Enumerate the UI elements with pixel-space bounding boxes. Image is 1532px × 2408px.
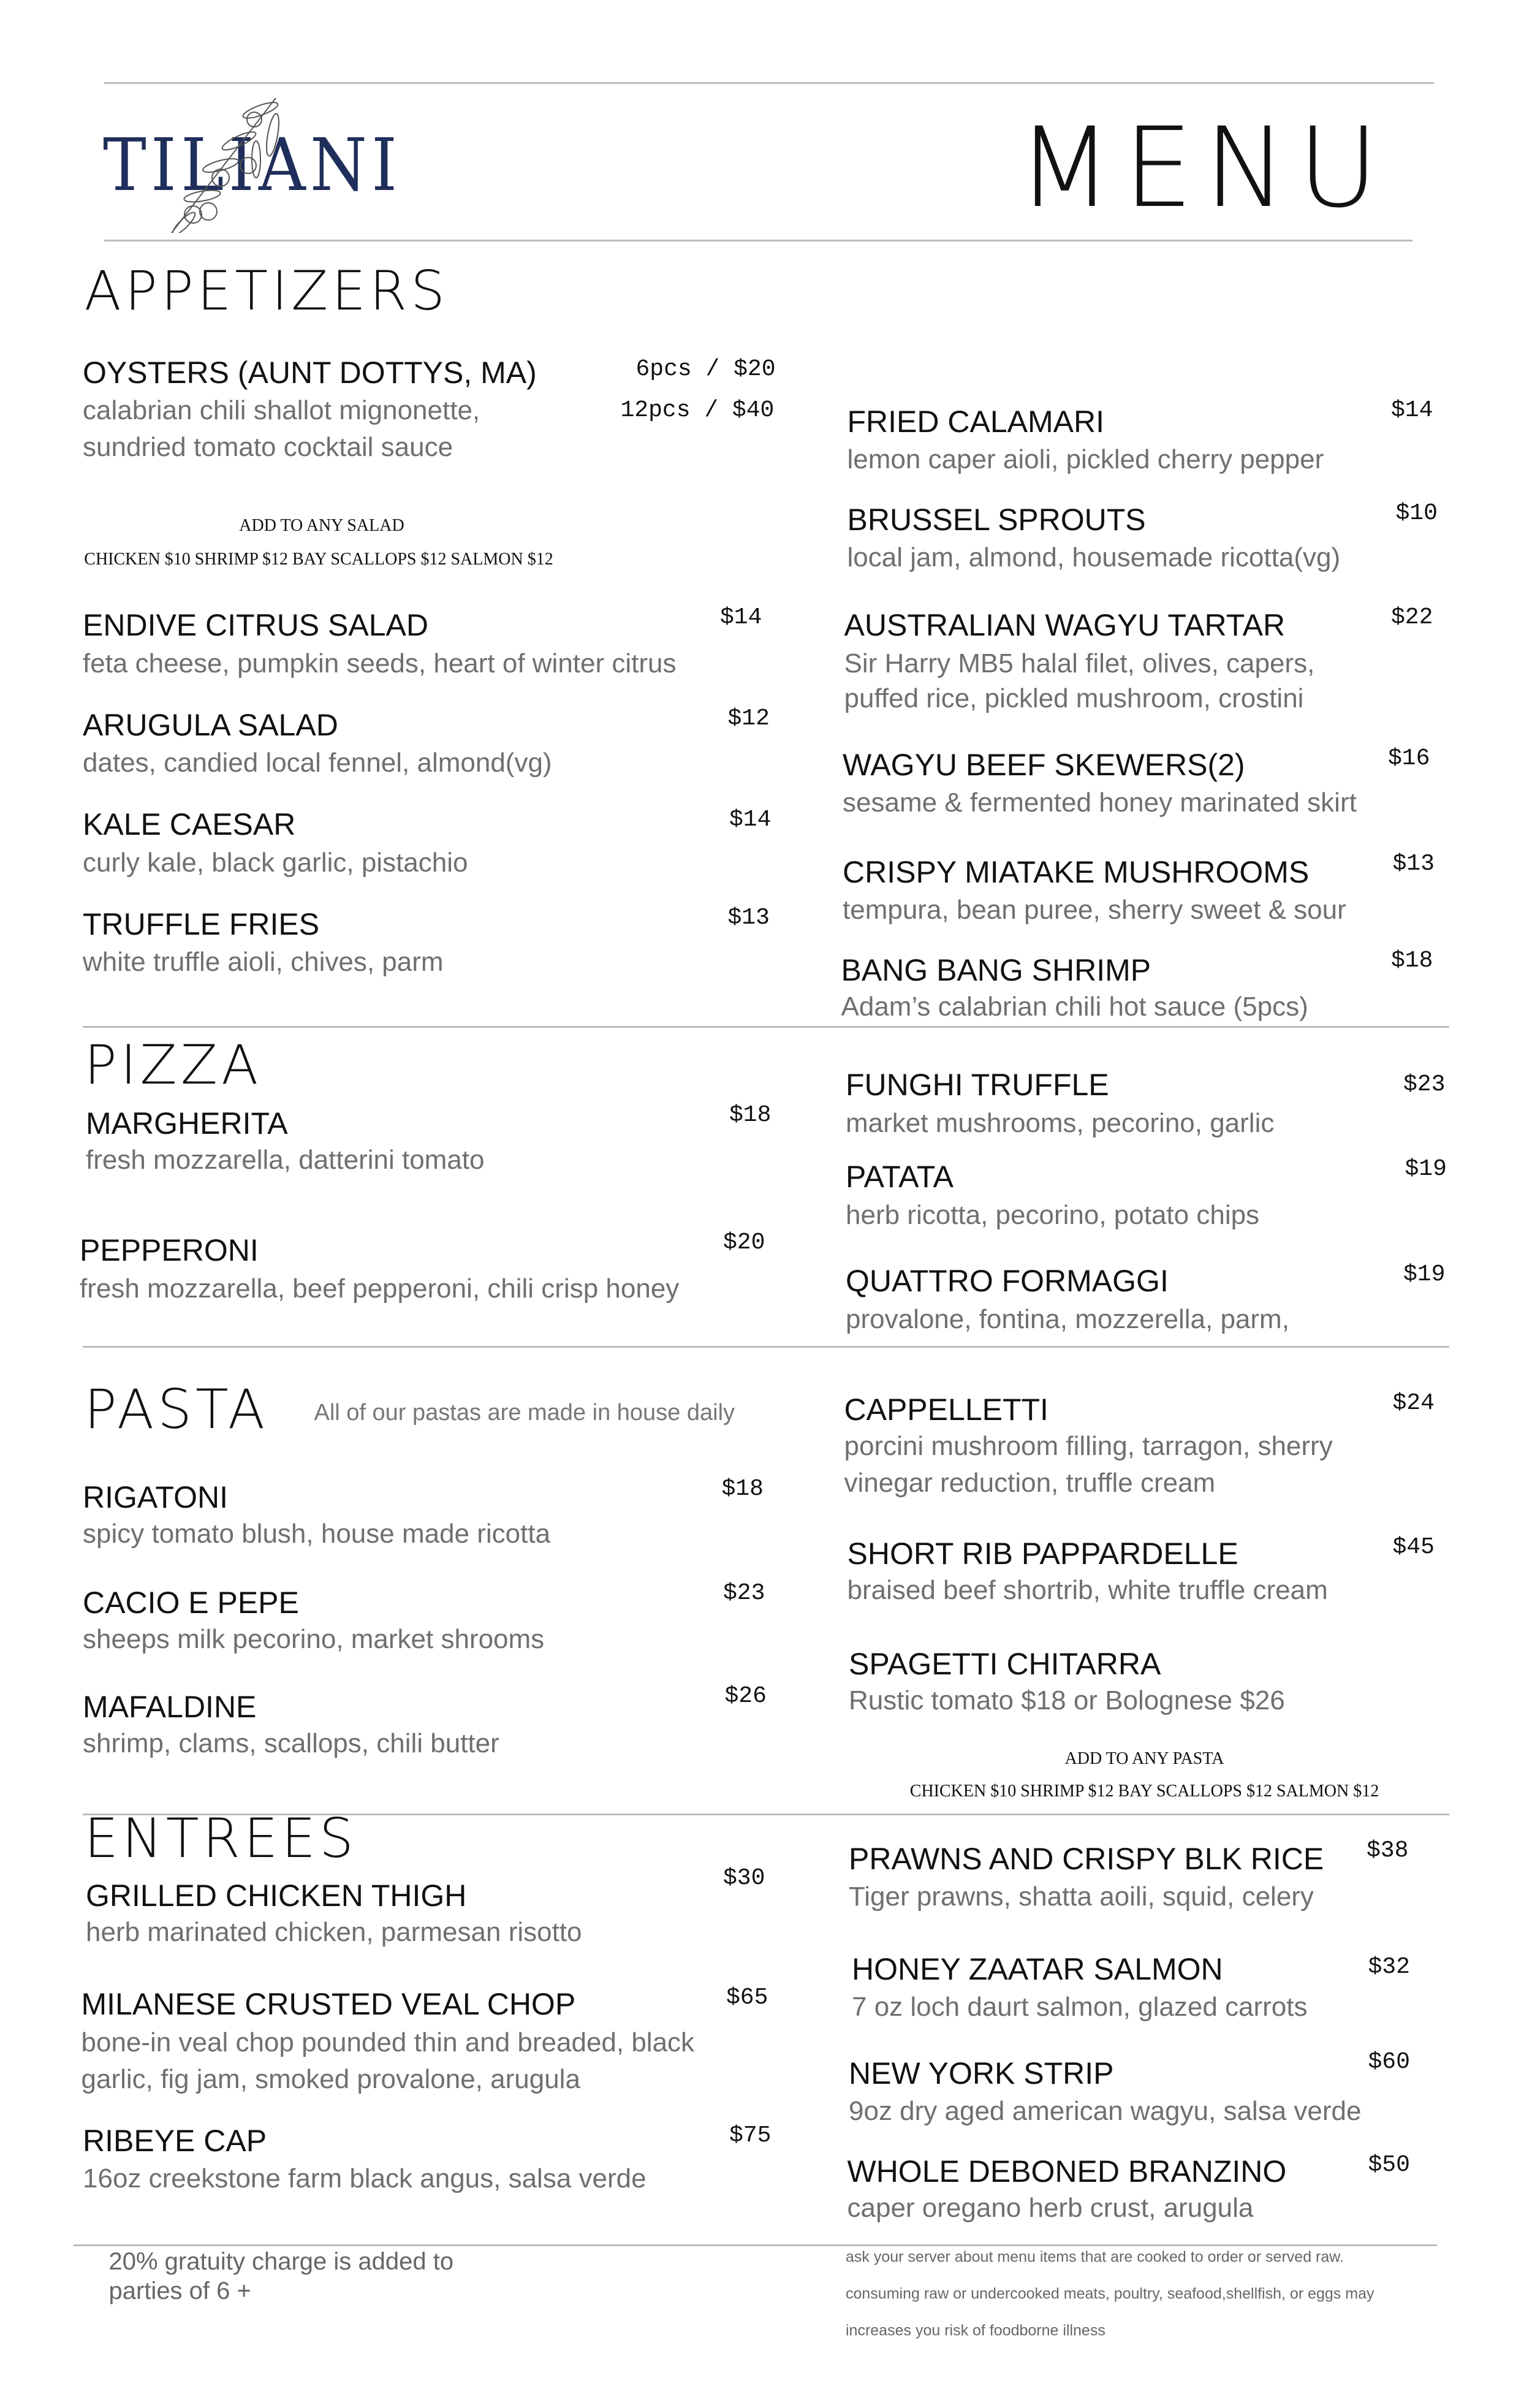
item-description: garlic, fig jam, smoked provalone, arugula: [81, 2064, 580, 2094]
item-name: RIBEYE CAP: [83, 2123, 267, 2158]
item-name: FUNGHI TRUFFLE: [846, 1068, 1109, 1102]
item-description: Sir Harry MB5 halal filet, olives, capers,: [844, 648, 1315, 678]
item-price: $18: [1391, 947, 1433, 974]
item-description: vinegar reduction, truffle cream: [844, 1468, 1216, 1498]
divider: [83, 1346, 1449, 1348]
item-description: shrimp, clams, scallops, chili butter: [83, 1728, 499, 1758]
gratuity-note: parties of 6 +: [108, 2277, 251, 2304]
add-on-title: ADD TO ANY SALAD: [239, 515, 404, 535]
item-name: WAGYU BEEF SKEWERS(2): [843, 747, 1245, 782]
item-price: $23: [723, 1580, 765, 1606]
item-name: MILANESE CRUSTED VEAL CHOP: [81, 1987, 576, 2021]
item-name: QUATTRO FORMAGGI: [846, 1264, 1169, 1298]
add-on-prices: CHICKEN $10 SHRIMP $12 BAY SCALLOPS $12 SALMON $12: [909, 1781, 1379, 1801]
item-name: BRUSSEL SPROUTS: [847, 502, 1146, 537]
item-price: $45: [1392, 1534, 1435, 1560]
add-on-title: ADD TO ANY PASTA: [1064, 1749, 1224, 1768]
item-name: GRILLED CHICKEN THIGH: [86, 1878, 467, 1913]
olive-branch-icon: [98, 86, 392, 233]
divider: [83, 1026, 1449, 1028]
item-description: 9oz dry aged american wagyu, salsa verde: [849, 2096, 1362, 2126]
item-price: $26: [724, 1682, 767, 1709]
item-name: BANG BANG SHRIMP: [841, 952, 1151, 987]
health-disclaimer: ask your server about menu items that are cooked to order or served raw.: [846, 2248, 1344, 2265]
item-description: Adam’s calabrian chili hot sauce (5pcs): [841, 991, 1308, 1022]
logo-wordmark: TILIANI: [103, 123, 402, 207]
item-description: curly kale, black garlic, pistachio: [83, 847, 468, 878]
item-name: SHORT RIB PAPPARDELLE: [847, 1536, 1238, 1571]
item-name: MARGHERITA: [86, 1106, 288, 1141]
item-price: $22: [1391, 604, 1433, 631]
item-name: KALE CAESAR: [83, 807, 296, 841]
item-description: provalone, fontina, mozzerella, parm,: [846, 1304, 1289, 1334]
item-price: 12pcs / $40: [620, 397, 775, 423]
item-description: porcini mushroom filling, tarragon, sherry: [844, 1431, 1333, 1461]
item-price: $14: [729, 806, 772, 833]
health-disclaimer: consuming raw or undercooked meats, poultry, seafood,shellfish, or eggs may: [846, 2285, 1375, 2302]
item-name: ARUGULA SALAD: [83, 707, 338, 742]
item-price: $32: [1368, 1954, 1410, 1980]
item-description: 7 oz loch daurt salmon, glazed carrots: [852, 1992, 1308, 2022]
item-description: sundried tomato cocktail sauce: [83, 432, 453, 462]
item-name: MAFALDINE: [83, 1690, 257, 1724]
item-price: $30: [723, 1865, 765, 1891]
item-description: herb marinated chicken, parmesan risotto: [86, 1916, 582, 1947]
item-description: herb ricotta, pecorino, potato chips: [846, 1199, 1260, 1230]
item-description: Rustic tomato $18 or Bolognese $26: [849, 1685, 1285, 1715]
item-price: $18: [729, 1102, 772, 1128]
item-description: market mushrooms, pecorino, garlic: [846, 1107, 1275, 1138]
item-name: CAPPELLETTI: [844, 1392, 1049, 1427]
item-description: 16oz creekstone farm black angus, salsa verde: [83, 2163, 647, 2193]
item-description: calabrian chili shallot mignonette,: [83, 395, 480, 425]
item-price: $18: [721, 1476, 764, 1502]
item-description: dates, candied local fennel, almond(vg): [83, 748, 552, 778]
item-price: $10: [1395, 499, 1438, 526]
health-disclaimer: increases you risk of foodborne illness: [846, 2322, 1105, 2339]
item-description: tempura, bean puree, sherry sweet & sour: [843, 895, 1346, 925]
item-name: FRIED CALAMARI: [847, 404, 1105, 439]
item-description: lemon caper aioli, pickled cherry pepper: [847, 444, 1324, 474]
item-description: fresh mozzarella, datterini tomato: [86, 1144, 485, 1175]
add-on-prices: CHICKEN $10 SHRIMP $12 BAY SCALLOPS $12 SALMON $12: [84, 549, 553, 569]
item-description: braised beef shortrib, white truffle cream: [847, 1575, 1328, 1605]
item-name: SPAGETTI CHITARRA: [849, 1647, 1161, 1681]
item-price: $50: [1368, 2151, 1410, 2178]
divider: [104, 82, 1434, 84]
item-name: CACIO E PEPE: [83, 1586, 299, 1620]
item-description: sesame & fermented honey marinated skirt: [843, 788, 1357, 818]
item-description: feta cheese, pumpkin seeds, heart of winter citrus: [83, 648, 677, 678]
section-heading-appetizers: APPETIZERS: [84, 259, 449, 322]
item-price: $14: [1391, 397, 1433, 423]
menu-title: MENU: [1017, 104, 1390, 232]
item-price: $20: [723, 1229, 765, 1256]
item-description: puffed rice, pickled mushroom, crostini: [844, 683, 1304, 713]
item-price: $19: [1403, 1261, 1446, 1288]
item-name: WHOLE DEBONED BRANZINO: [847, 2154, 1287, 2189]
item-price: $16: [1388, 745, 1430, 772]
item-name: NEW YORK STRIP: [849, 2056, 1114, 2091]
item-description: sheeps milk pecorino, market shrooms: [83, 1624, 545, 1654]
item-price: $23: [1403, 1071, 1446, 1098]
item-name: RIGATONI: [83, 1479, 229, 1514]
item-description: caper oregano herb crust, arugula: [847, 2192, 1254, 2223]
section-heading-pizza: PIZZA: [84, 1033, 262, 1096]
item-name: PATATA: [846, 1160, 954, 1194]
item-price: $13: [1392, 851, 1435, 877]
item-name: PEPPERONI: [80, 1233, 259, 1267]
gratuity-note: 20% gratuity charge is added to: [108, 2248, 454, 2275]
pasta-note: All of our pastas are made in house daily: [314, 1400, 735, 1426]
item-name: PRAWNS AND CRISPY BLK RICE: [849, 1841, 1324, 1876]
item-name: AUSTRALIAN WAGYU TARTAR: [844, 608, 1286, 642]
item-description: spicy tomato blush, house made ricotta: [83, 1518, 551, 1549]
item-name: ENDIVE CITRUS SALAD: [83, 608, 429, 642]
item-price: $24: [1392, 1390, 1435, 1416]
item-description: local jam, almond, housemade ricotta(vg): [847, 542, 1341, 572]
section-heading-pasta: PASTA: [84, 1378, 269, 1441]
item-name: CRISPY MIATAKE MUSHROOMS: [843, 854, 1310, 889]
item-price: $38: [1367, 1837, 1409, 1864]
item-name: HONEY ZAATAR SALMON: [852, 1951, 1223, 1986]
divider: [104, 240, 1413, 241]
item-name: OYSTERS (AUNT DOTTYS, MA): [83, 355, 537, 390]
item-description: fresh mozzarella, beef pepperoni, chili crisp honey: [80, 1273, 680, 1304]
item-price: $19: [1405, 1155, 1447, 1182]
divider: [74, 2244, 1437, 2246]
item-price: $60: [1368, 2049, 1410, 2075]
item-price: $14: [720, 604, 762, 631]
item-price: $75: [729, 2122, 772, 2149]
item-name: TRUFFLE FRIES: [83, 906, 320, 941]
item-description: Tiger prawns, shatta aoili, squid, celery: [849, 1882, 1314, 1912]
item-price: $65: [726, 1985, 768, 2011]
item-price: $13: [727, 904, 770, 931]
section-heading-entrees: ENTREES: [84, 1807, 357, 1870]
item-price: 6pcs / $20: [635, 355, 776, 382]
item-description: bone-in veal chop pounded thin and breaded, black: [81, 2027, 695, 2057]
item-price: $12: [727, 705, 770, 732]
item-description: white truffle aioli, chives, parm: [83, 947, 444, 977]
